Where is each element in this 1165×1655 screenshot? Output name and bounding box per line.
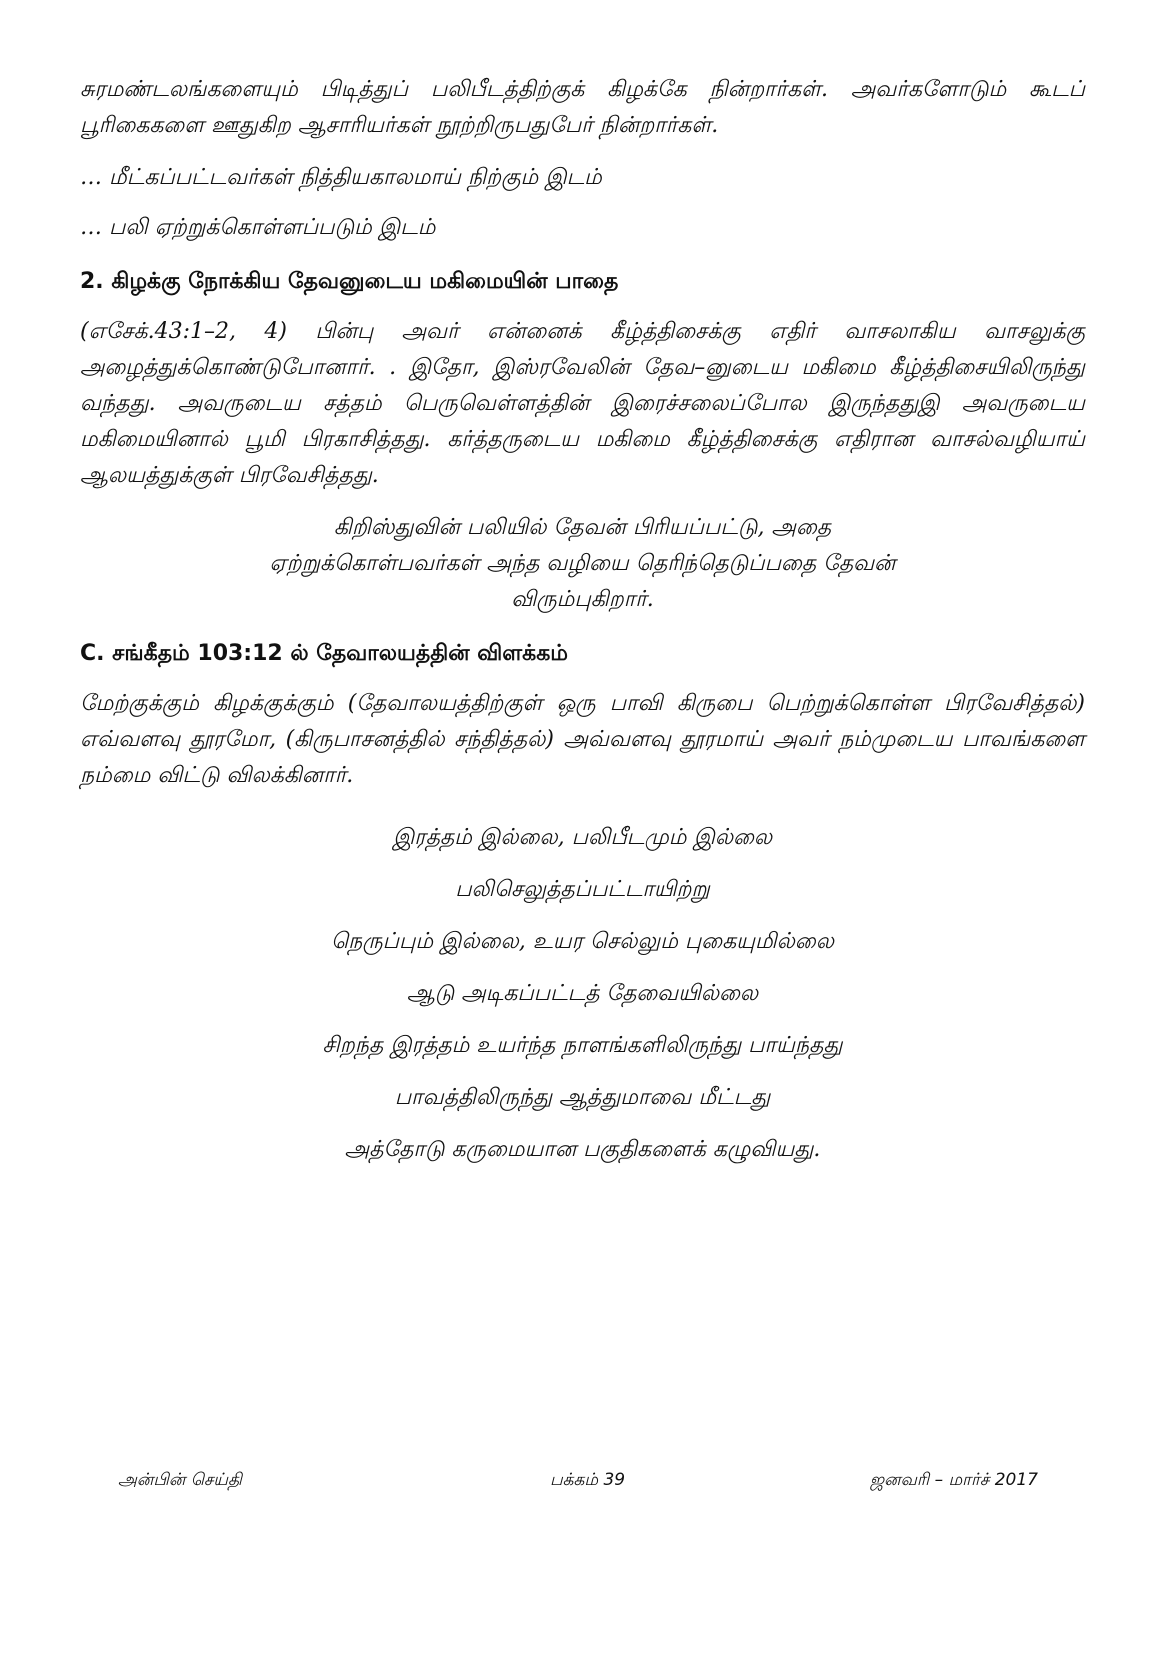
quote-line: விரும்புகிறார்.: [511, 587, 654, 612]
footer-page-number: பக்கம் 39: [550, 1470, 626, 1490]
paragraph-ezekiel: (எசேக்.43:1–2, 4) பின்பு அவர் என்னைக் கீழ்த்திசைக்கு எதிர் வாசலாகிய வாசலுக்கு அழைத்துக்கொண்டுபோனார். . இதோ, இஸ்ரவேலின் தேவ–னுடைய மகிமை கீழ்த்திசையிலிருந்து வந்தது. அவருடைய சத்தம் பெருவெள்ளத்தின் இரைச்சலைப்போல இருந்ததுஇ அவருடைய மகிமையினால் பூமி பிரகாசித்தது. கர்த்தருடைய மகிமை கீழ்த்திசைக்கு எதிரான வாசல்வழியாய் ஆலயத்துக்குள் பிரவேசித்தது.: [80, 319, 1085, 488]
paragraph-psalm: மேற்குக்கும் கிழக்குக்கும் (தேவாலயத்திற்குள் ஒரு பாவி கிருபை பெற்றுக்கொள்ள பிரவேசித்தல்) எவ்வளவு தூரமோ, (கிருபாசனத்தில் சந்தித்தல்) அவ்வளவு தூரமாய் அவர் நம்முடைய பாவங்களை நம்மை விட்டு விலக்கினார்.: [80, 691, 1085, 788]
quote-line: ஏற்றுக்கொள்பவர்கள் அந்த வழியை தெரிந்தெடுப்பதை தேவன்: [269, 551, 896, 576]
poem-line: இரத்தம் இல்லை, பலிபீடமும் இல்லை: [392, 825, 773, 850]
page-content: [80, 72, 1085, 1184]
section-heading-c: C. சங்கீதம் 103:12 ல் தேவாலயத்தின் விளக்கம்: [80, 641, 568, 666]
poem-line: பலிசெலுத்தப்பட்டாயிற்று: [455, 877, 710, 902]
page-footer: [118, 1470, 1038, 1498]
quote-block: [80, 510, 1085, 618]
footer-publication-title: அன்பின் செய்தி: [118, 1470, 242, 1490]
quote-line: கிறிஸ்துவின் பலியில் தேவன் பிரியப்பட்டு, அதை: [333, 515, 832, 540]
poem-line: பாவத்திலிருந்து ஆத்துமாவை மீட்டது: [394, 1085, 771, 1110]
section-heading-2: 2. கிழக்கு நோக்கிய தேவனுடைய மகிமையின் பாதை: [80, 269, 619, 294]
ellipsis-line-2: … பலி ஏற்றுக்கொள்ளப்படும் இடம்: [80, 215, 436, 240]
ellipsis-line-1: … மீட்கப்பட்டவர்கள் நித்தியகாலமாய் நிற்கும் இடம்: [80, 165, 602, 190]
poem-line: நெருப்பும் இல்லை, உயர செல்லும் புகையுமில்லை: [330, 929, 835, 954]
footer-issue-date: ஜனவரி – மார்ச் 2017: [870, 1470, 1038, 1490]
poem-block: [80, 820, 1085, 1168]
poem-line: ஆடு அடிகப்பட்டத் தேவையில்லை: [406, 981, 759, 1006]
poem-line: அத்தோடு கருமையான பகுதிகளைக் கழுவியது.: [344, 1137, 821, 1162]
paragraph-top: சுரமண்டலங்களையும் பிடித்துப் பலிபீடத்திற்குக் கிழக்கே நின்றார்கள். அவர்களோடும் கூடப் பூரிகைகளை ஊதுகிற ஆசாரியர்கள் நூற்றிருபதுபேர் நின்றார்கள்.: [80, 77, 1085, 138]
poem-line: சிறந்த இரத்தம் உயர்ந்த நாளங்களிலிருந்து பாய்ந்தது: [322, 1033, 843, 1058]
